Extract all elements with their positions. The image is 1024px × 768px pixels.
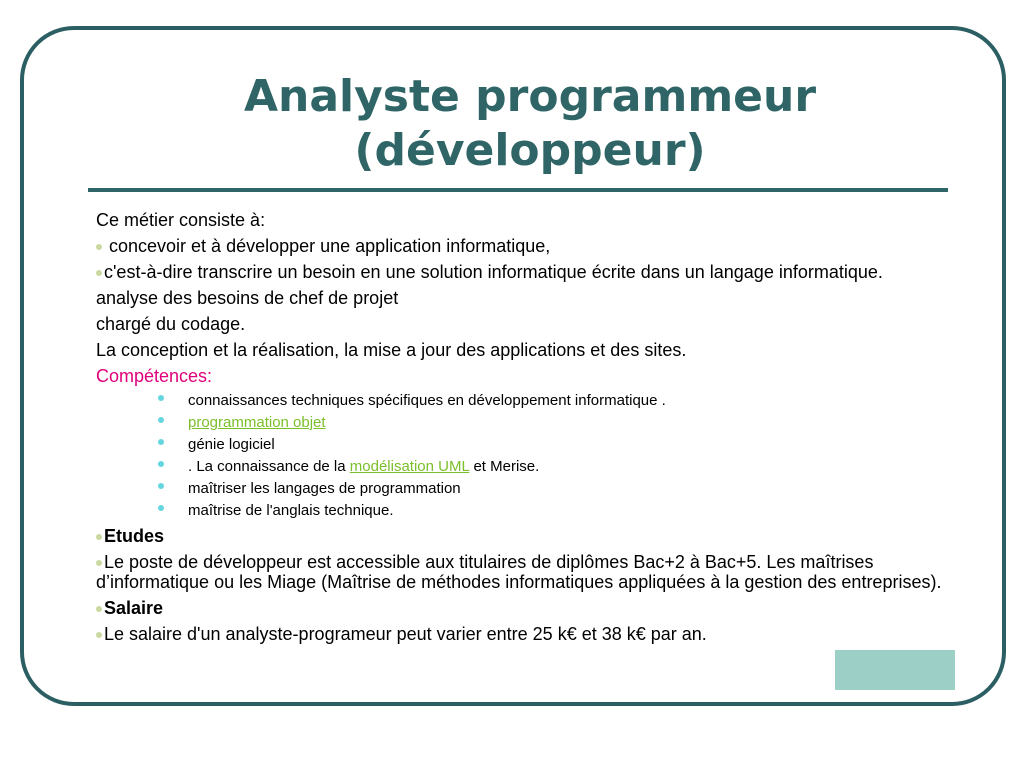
bullet-item <box>96 236 946 256</box>
bullet-icon <box>96 632 102 638</box>
bullet-icon <box>158 439 164 445</box>
bullet-icon <box>158 417 164 423</box>
slide-title <box>160 70 900 178</box>
etudes-label: Etudes <box>104 526 165 546</box>
title-line-1: Analyste programmeur <box>243 71 817 122</box>
etudes-text-line <box>96 552 946 592</box>
etudes-heading <box>96 526 946 546</box>
competence-item <box>158 392 946 410</box>
bullet-icon <box>158 395 164 401</box>
competence-text-post: et Merise. <box>469 458 540 475</box>
bullet-icon <box>96 560 102 566</box>
competence-item <box>158 502 946 520</box>
bullet-text: c'est-à-dire transcrire un besoin en une solution informatique écrite dans un langage informatique. <box>104 262 883 282</box>
bullet-item <box>96 262 946 282</box>
competence-item <box>158 480 946 498</box>
bullet-text: concevoir et à développer une application informatique, <box>104 236 551 256</box>
analyse-line: analyse des besoins de chef de projet <box>96 288 399 308</box>
bullet-icon <box>158 461 164 467</box>
etudes-text: Le poste de développeur est accessible aux titulaires de diplômes Bac+2 à Bac+5. Les maîtrises d’informatique ou les Miage (Maîtrise de méthodes informatiques appliquées à la gestion des entreprises). <box>96 552 942 592</box>
competence-text: maîtrise de l'anglais technique. <box>188 502 394 519</box>
bullet-icon <box>96 244 102 250</box>
competences-heading: Compétences: <box>96 366 213 386</box>
bullet-icon <box>96 534 102 540</box>
bullet-icon <box>96 606 102 612</box>
title-divider <box>88 188 948 192</box>
slide-content <box>96 210 946 650</box>
competence-item <box>158 436 946 454</box>
salaire-text-line <box>96 624 946 644</box>
competence-item <box>158 458 946 476</box>
salaire-text: Le salaire d'un analyste-programeur peut varier entre 25 k€ et 38 k€ par an. <box>104 624 707 644</box>
competence-text: génie logiciel <box>188 436 275 453</box>
salaire-label: Salaire <box>104 598 164 618</box>
programmation-objet-link[interactable]: programmation objet <box>188 414 326 431</box>
competence-text: connaissances techniques spécifiques en développement informatique . <box>188 392 666 409</box>
conception-line: La conception et la réalisation, la mise a jour des applications et des sites. <box>96 340 687 360</box>
bullet-icon <box>158 483 164 489</box>
salaire-heading <box>96 598 946 618</box>
competence-item <box>158 414 946 432</box>
bullet-icon <box>158 505 164 511</box>
decorative-teal-box <box>835 650 955 690</box>
title-line-2: (développeur) <box>354 125 706 176</box>
codage-line: chargé du codage. <box>96 314 246 334</box>
competence-text: maîtriser les langages de programmation <box>188 480 461 497</box>
bullet-icon <box>96 270 102 276</box>
competences-list <box>96 392 946 520</box>
competence-text-pre: . La connaissance de la <box>188 458 350 475</box>
modelisation-uml-link[interactable]: modélisation UML <box>349 458 470 475</box>
intro-text: Ce métier consiste à: <box>96 210 266 230</box>
